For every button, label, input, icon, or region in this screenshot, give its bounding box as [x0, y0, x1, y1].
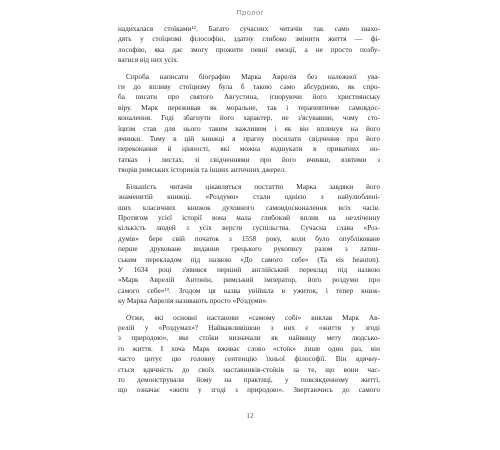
paragraph-3 — [118, 182, 380, 307]
text-line: віру. Марк переживав як моральне, так і терапевтичне самовдос- — [118, 102, 380, 112]
running-head: Пролог — [236, 8, 264, 17]
text-line: ським перекладом під назвою «До самого себе» (Ta eis heauton). — [118, 254, 380, 264]
text-line: самого себе»¹³. Згодом ця назва увійшла в ужиток, і тепер книж- — [118, 285, 380, 295]
text-line: татках і листах, зі свідченнями про його вчинки, взятими з — [118, 154, 380, 164]
text-line: ється вдячність до своїх наставників-стоїків за те, що вони час- — [118, 364, 380, 374]
paragraph-4 — [118, 313, 380, 396]
text-line: перше друковане видання грецького рукопису разом з латин- — [118, 244, 380, 254]
text-line: ба писати про святого Августина, ігноруючи його християнську — [118, 92, 380, 102]
text-line: лософію, яка дає змогу прожити певні емоції, а не просто позбу- — [118, 44, 380, 54]
text-line: знаменитій книжці. «Роздуми» стали однією з найулюблені- — [118, 192, 380, 202]
text-line: часто цитує цю головну сентенцію їхньої філософії. Він вдячну- — [118, 354, 380, 364]
text-line: коналення. Годі збагнути його характер, не з'ясувавши, чому сто- — [118, 113, 380, 123]
text-line: творів римських істориків та інших античних джерел. — [118, 165, 286, 175]
text-line: з природою», яке стоїки визначали як найвищу мету людсько- — [118, 333, 380, 343]
text-line: вчинки. Тому в цій книжці я прагну посилати свідчення про його — [118, 134, 380, 144]
text-line: ших класичних книжок духовного самовдосконалення всіх часів. — [118, 202, 380, 212]
text-line: ку Марка Аврелія називають просто «Роздуми». — [118, 296, 268, 306]
text-line: то демонстрували йому на практиці, у повсякденному житті, — [118, 375, 380, 384]
text-line: го життя. І хоча Марк вживає слово «стоїк» лише один раз, він — [118, 343, 380, 353]
text-line: їцизм став для нього таким важливим і як він вплинув на його — [118, 123, 380, 133]
text-line: Протягом усієї історії вона мала глибокий вплив на незліченну — [118, 212, 380, 222]
text-line: релій у «Роздумах»? Найважливішою з них є «життя у згоді — [118, 322, 380, 332]
text-line: Спроба написати біографію Марка Аврелія без належної ува- — [126, 71, 380, 81]
text-line: надихалася стоїками¹². Багато сучасних читачів так само знахо- — [118, 24, 380, 33]
text-line: У 1634 році з'явився перший англійський переклад під назвою — [118, 264, 380, 274]
text-line: ватися від них усіх. — [118, 55, 179, 65]
text-line: переконання й цінності, які можна відшукати в приватних но- — [118, 144, 380, 154]
paragraph-1 — [118, 24, 380, 66]
text-line: ги до впливу стоїцизму була б такою само абсурдною, як спро- — [118, 82, 380, 92]
text-line: що означає «жити у згоді з природою». Звертаючись до самого — [118, 385, 380, 395]
text-line: думів» бере свій початок з 1558 року, коли було опубліковане — [118, 233, 380, 243]
text-line: «Марк Аврелій Антонін, римський імператор, його роздуми про — [118, 275, 380, 285]
text-line: Більшість читачів цікавляться постаттю Марка завдяки його — [126, 181, 380, 191]
paragraph-2 — [118, 72, 380, 176]
page-number: 12 — [246, 411, 254, 420]
text-line: кількість людей з усіх верств суспільства. Сучасна слава «Роз- — [118, 223, 380, 233]
body-text — [118, 24, 380, 402]
text-line: Отже, які основні настанови «самому собі» виклав Марк Ав- — [126, 312, 380, 322]
text-line: дять у стоїцизмі філософію, здатну глибоко змінити життя — фі- — [118, 34, 380, 44]
